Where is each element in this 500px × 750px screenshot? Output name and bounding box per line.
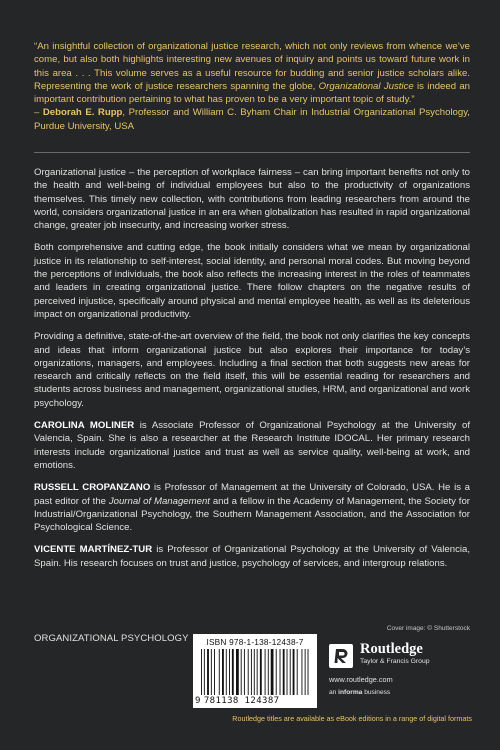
- endorsement-attribution: [34, 106, 470, 133]
- quote-text-part1: “An insightful collection of organizational justice research, which not only reviews from whence we’ve come, but also both highlights interesting new avenues of inquiry and points us toward future work in this area . . . This volume serves as a useful resource for budding and senior justice scholars alike. Representing the work of justice researchers spanning the globe,: [34, 41, 470, 92]
- publisher-url: www.routledge.com: [329, 675, 393, 684]
- business-prefix: an: [329, 689, 339, 696]
- attribution-dash: –: [34, 107, 43, 119]
- barcode-bar: [268, 649, 269, 695]
- editor-bio-text: is Professor of Management at the University of Colorado, USA. He is a past editor of the: [34, 482, 471, 507]
- endorser-role: , Professor and William C. Byham Chair in Industrial Organizational Psychology, Purdue University, USA: [34, 107, 470, 132]
- informa-business-label: [329, 689, 390, 696]
- quote-text-part2: is indeed an important contribution pertaining to what has proven to be a very important topic of study.”: [34, 80, 471, 106]
- barcode-bar: [308, 649, 309, 695]
- barcode-lead-digit: 9: [195, 696, 201, 706]
- publisher-name: Routledge: [360, 641, 423, 657]
- editor-name: CAROLINA MOLINER: [34, 420, 135, 432]
- editor-bio-cropanzano: [34, 481, 470, 534]
- publisher-group: Taylor & Francis Group: [360, 658, 430, 665]
- barcode-bar: [265, 649, 266, 695]
- quote-book-title: Organizational Justice: [318, 80, 414, 92]
- description-paragraph: Providing a definitive, state-of-the-art overview of the field, the book not only clarifies the key concepts and ideas that inform organizational justice but also explores their importance for today’s organizations, managers, and employees. Including a final section that both suggests new areas for research and critically reflects on the field itself, this will be essential reading for researchers and students across business and management, organizational studies, HRM, and organizational and work psychology.: [34, 331, 470, 409]
- journal-title: Journal of Management: [108, 495, 210, 507]
- routledge-logo-icon: [328, 643, 354, 669]
- barcode-bar: [241, 649, 242, 695]
- barcode-bar: [244, 649, 245, 695]
- publisher-block: [324, 634, 474, 708]
- section-divider: [34, 152, 470, 153]
- barcode-bar: [280, 649, 281, 695]
- barcode-bar: [293, 649, 295, 695]
- barcode-bar: [301, 649, 302, 695]
- cover-image-credit: Cover image: © Shutterstock: [386, 625, 470, 632]
- barcode-bar: [226, 649, 227, 695]
- barcode-bar: [257, 649, 258, 695]
- barcode-bar: [248, 649, 249, 695]
- barcode-bar: [297, 649, 298, 695]
- barcode-digits: [195, 696, 315, 706]
- barcode-bar: [254, 649, 255, 695]
- isbn-number: ISBN 978-1-138-12438-7: [206, 637, 304, 647]
- editor-bio-martinez: [34, 543, 470, 570]
- business-suffix: business: [362, 689, 391, 696]
- barcode-bar: [260, 649, 262, 695]
- barcode-bar: [276, 649, 277, 695]
- barcode-bar: [229, 649, 230, 695]
- barcode-bar: [271, 649, 274, 695]
- barcode-bar: [201, 649, 202, 695]
- ebook-availability-note: Routledge titles are available as eBook editions in a range of digital formats: [232, 714, 472, 723]
- description-paragraph: Both comprehensive and cutting edge, the book initially considers what we mean by organizational justice in its relationship to self-interest, social identity, and personal moral codes. But moving beyond the perceptions of individuals, the book also reflects the increasing interest in the roles of teammates and leaders in creating organizational justice. There follow chapters on the negative results of perceived injustice, specifically around physical and mental employee health, as well as its deleterious impact on organizational productivity.: [34, 242, 470, 320]
- description-paragraph: Organizational justice – the perception of workplace fairness – can bring important benefits not only to the health and well-being of individual employees but also to the productivity of organizations themselves. This timely new collection, with contributions from leading researchers from around the world, considers organizational justice in an era when globalization has resulted in rapid organizational change, greater job insecurity, and increasing worker stress.: [34, 167, 470, 232]
- barcode-bar: [207, 649, 209, 695]
- barcode-bar: [236, 649, 239, 695]
- editor-bio-text: and a fellow in the Academy of Management, the Society for Industrial/Organizational Psychology, the Southern Management Association, and the Association for Psychological Science.: [34, 495, 470, 534]
- barcode-bar: [219, 649, 220, 695]
- barcode-bars: [201, 649, 309, 695]
- editor-name: VICENTE MARTÍNEZ-TUR: [34, 544, 153, 556]
- barcode-bar: [283, 649, 285, 695]
- editor-bio-text: is Professor of Organizational Psychology at the University of Valencia, Spain. His research focuses on trust and justice, psychology of services, and intergroup relations.: [34, 544, 470, 569]
- endorsement-quote: [34, 40, 470, 133]
- barcode-bar: [211, 649, 212, 695]
- isbn-barcode: [193, 634, 317, 708]
- editor-bio-moliner: [34, 419, 470, 472]
- barcode-main-digits: 781138 124387: [203, 696, 280, 706]
- endorser-name: Deborah E. Rupp: [42, 107, 123, 119]
- barcode-bar: [290, 649, 291, 695]
- barcode-bar: [305, 649, 306, 695]
- editor-bio-text: is Associate Professor of Organizational Psychology at the University of Valencia, Spain. She is also a researcher at the Research Institute IDOCAL. Her primary research interests include organizational justice and trust as well as service quality, well-being at work, and emotions.: [34, 420, 470, 471]
- barcode-bar: [251, 649, 252, 695]
- barcode-bar: [204, 649, 205, 695]
- barcode-bar: [222, 649, 224, 695]
- editor-name: RUSSELL CROPANZANO: [34, 482, 151, 494]
- book-description: [34, 166, 470, 579]
- barcode-bar: [232, 649, 234, 695]
- barcode-bar: [287, 649, 288, 695]
- barcode-bar: [214, 649, 215, 695]
- informa-brand: informa: [338, 689, 363, 696]
- series-label: ORGANIZATIONAL PSYCHOLOGY: [34, 633, 189, 644]
